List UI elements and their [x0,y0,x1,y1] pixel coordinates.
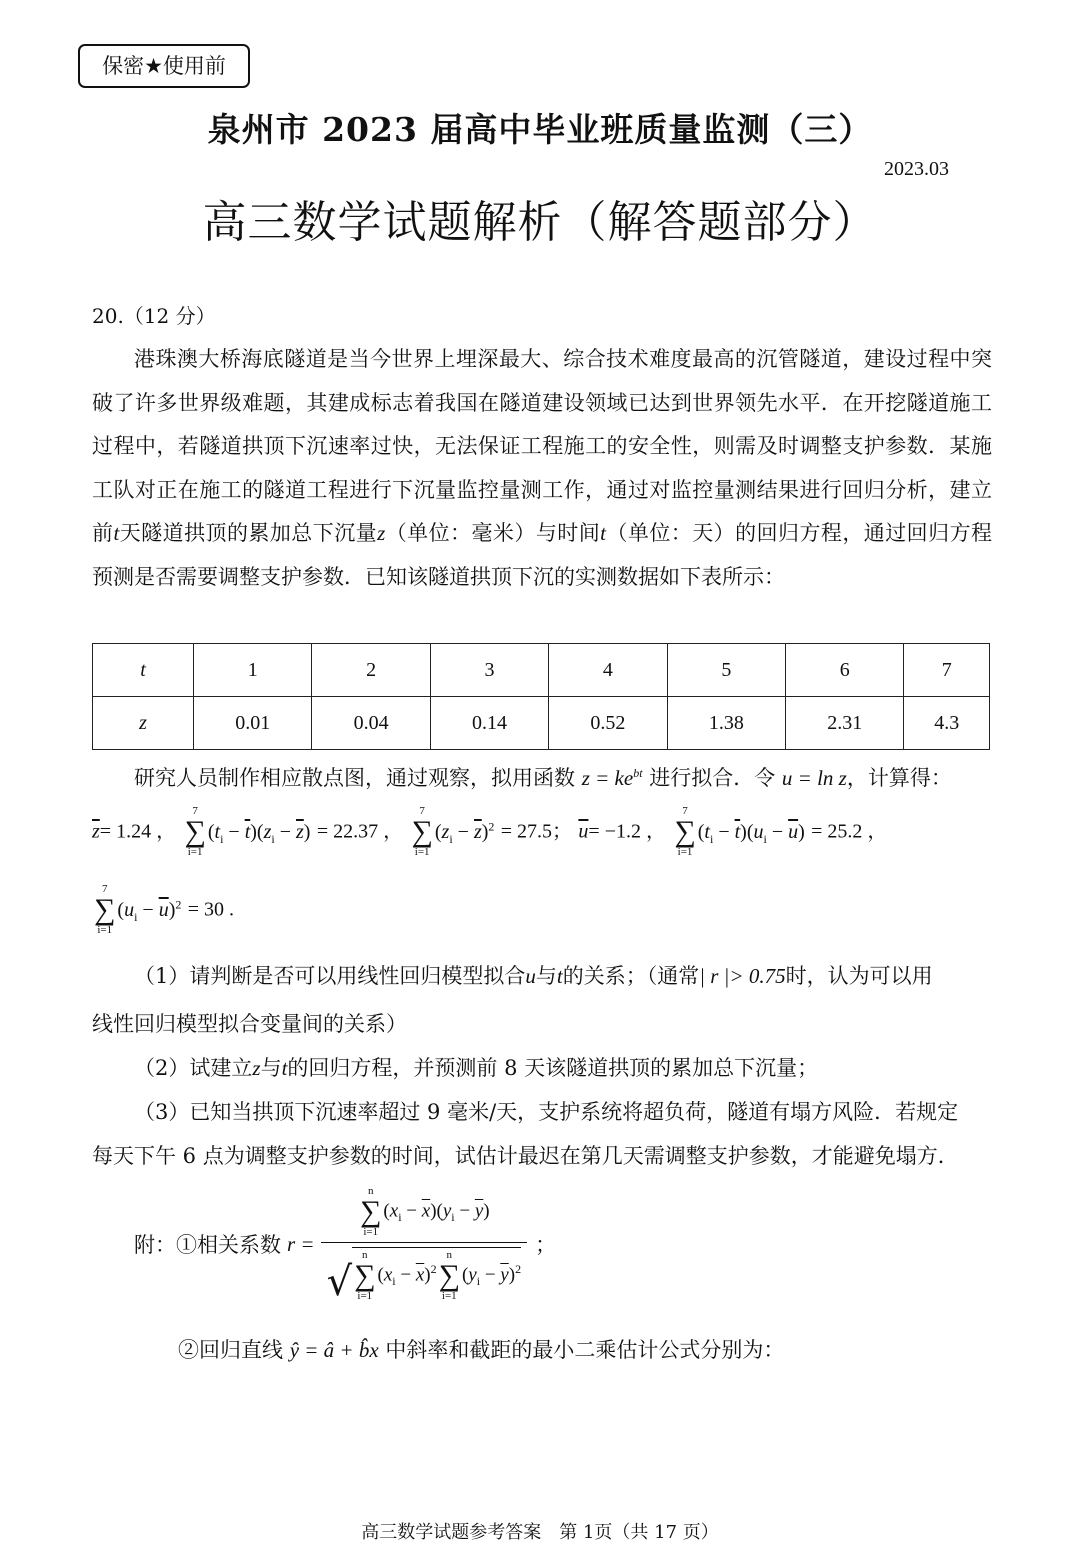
appendix-correlation: 附：①相关系数 r = n ∑ i=1 $(x_i - \overline{x})(y_i - \overline{y})$ √ n ∑ i=1 $(x_i - \overline{x})^2$ n ∑ i=1 $(y_i - \overline{y})^2$ ； [134,1185,557,1305]
table-cell: 5 [667,644,785,697]
subquestion-3-continued: 每天下午 6 点为调整支护参数的时间，试估计最迟在第几天需调整支护参数，才能避免塌方． [92,1144,959,1168]
table-cell: 0.52 [549,697,667,750]
table-cell: 6 [786,644,904,697]
table-cell: 4.3 [904,697,990,750]
sigma-symbol: 7 ∑ i=1 [411,805,433,858]
sigma-symbol: 7 ∑ i=1 [94,883,116,936]
table-cell: 0.01 [194,697,312,750]
question-number: 20.（12 分） [92,304,216,328]
table-cell: 4 [549,644,667,697]
table-cell: 7 [904,644,990,697]
table-cell: 0.04 [312,697,430,750]
sigma-symbol: 7 ∑ i=1 [184,805,206,858]
subquestion-1: （1）请判断是否可以用线性回归模型拟合u与t的关系；（通常| r |> 0.75时，认为可以用 [134,964,933,988]
statistics-line-2: 7 ∑ i=1 $(u_i - \overline{u})^2 = 30$ . [94,883,234,936]
subquestion-1-continued: 线性回归模型拟合变量间的关系） [92,1012,407,1036]
question-intro: 港珠澳大桥海底隧道是当今世界上埋深最大、综合技术难度最高的沉管隧道，建设过程中突破了许多世界级难题，其建成标志着我国在隧道建设领域已达到世界领先水平．在开挖隧道施工过程中，若隧道拱顶下沉速率过快，无法保证工程施工的安全性，则需及时调整支护参数．某施工队对正在施工的隧道工程进行下沉量监控量测工作，通过对监控量测结果进行回归分析，建立前t天隧道拱顶的累加总下沉量z（单位：毫米）与时间t（单位：天）的回归方程，通过回归方程预测是否需要调整支护参数．已知该隧道拱顶下沉的实测数据如下表所示： [92,347,993,589]
scatter-description: 研究人员制作相应散点图，通过观察，拟用函数 $z = ke^{bt}$ 进行拟合．令 u = ln z，计算得： [134,766,952,790]
table-cell: 3 [430,644,548,697]
table-row [93,644,990,697]
measurement-table [92,643,990,750]
table-cell: 2.31 [786,697,904,750]
table-header-t: t [93,644,194,697]
sigma-symbol: 7 ∑ i=1 [674,805,696,858]
table-cell: 1 [194,644,312,697]
exam-date: 2023.03 [884,158,949,180]
table-cell: 1.38 [667,697,785,750]
document-title: 高三数学试题解析（解答题部分） [202,197,878,248]
table-cell: 2 [312,644,430,697]
correlation-formula: n ∑ i=1 $(x_i - \overline{x})(y_i - \overline{y})$ √ n ∑ i=1 $(x_i - \overline{x})^2$ n ∑ i=1 $(y_i - \overline{y})^2$ [321,1186,527,1302]
page-footer: 高三数学试题参考答案 第 1页（共 17 页） [361,1522,719,1543]
appendix-regression: ②回归直线 ŷ = â + b̂x 中斜率和截距的最小二乘估计公式分别为： [178,1338,785,1362]
table-header-z: z [93,697,194,750]
table-row [93,697,990,750]
subquestion-3: （3）已知当拱顶下沉速率超过 9 毫米/天，支护系统将超负荷，隧道有塌方风险．若规定 [134,1100,959,1124]
exam-title: 泉州市 2023 届高中毕业班质量监测（三） [207,110,873,149]
subquestion-2: （2）试建立z与t的回归方程，并预测前 8 天该隧道拱顶的累加总下沉量； [134,1056,819,1080]
confidential-label: 保密★使用前 [78,44,250,88]
table-cell: 0.14 [430,697,548,750]
statistics-line-1: $\overline{z}= 1.24$ ， 7 ∑ i=1 $(t_i - \overline{t})(z_i - \overline{z}) = 22.37$ ， 7 ∑ i=1 $(z_i - \overline{z})^2 = 27.5$； $\overline{u}= -1.2$ ， 7 ∑ i=1 $(t_i - \overline{t})(u_i - \overline{u}) = 25.2$ ， [92,805,888,858]
